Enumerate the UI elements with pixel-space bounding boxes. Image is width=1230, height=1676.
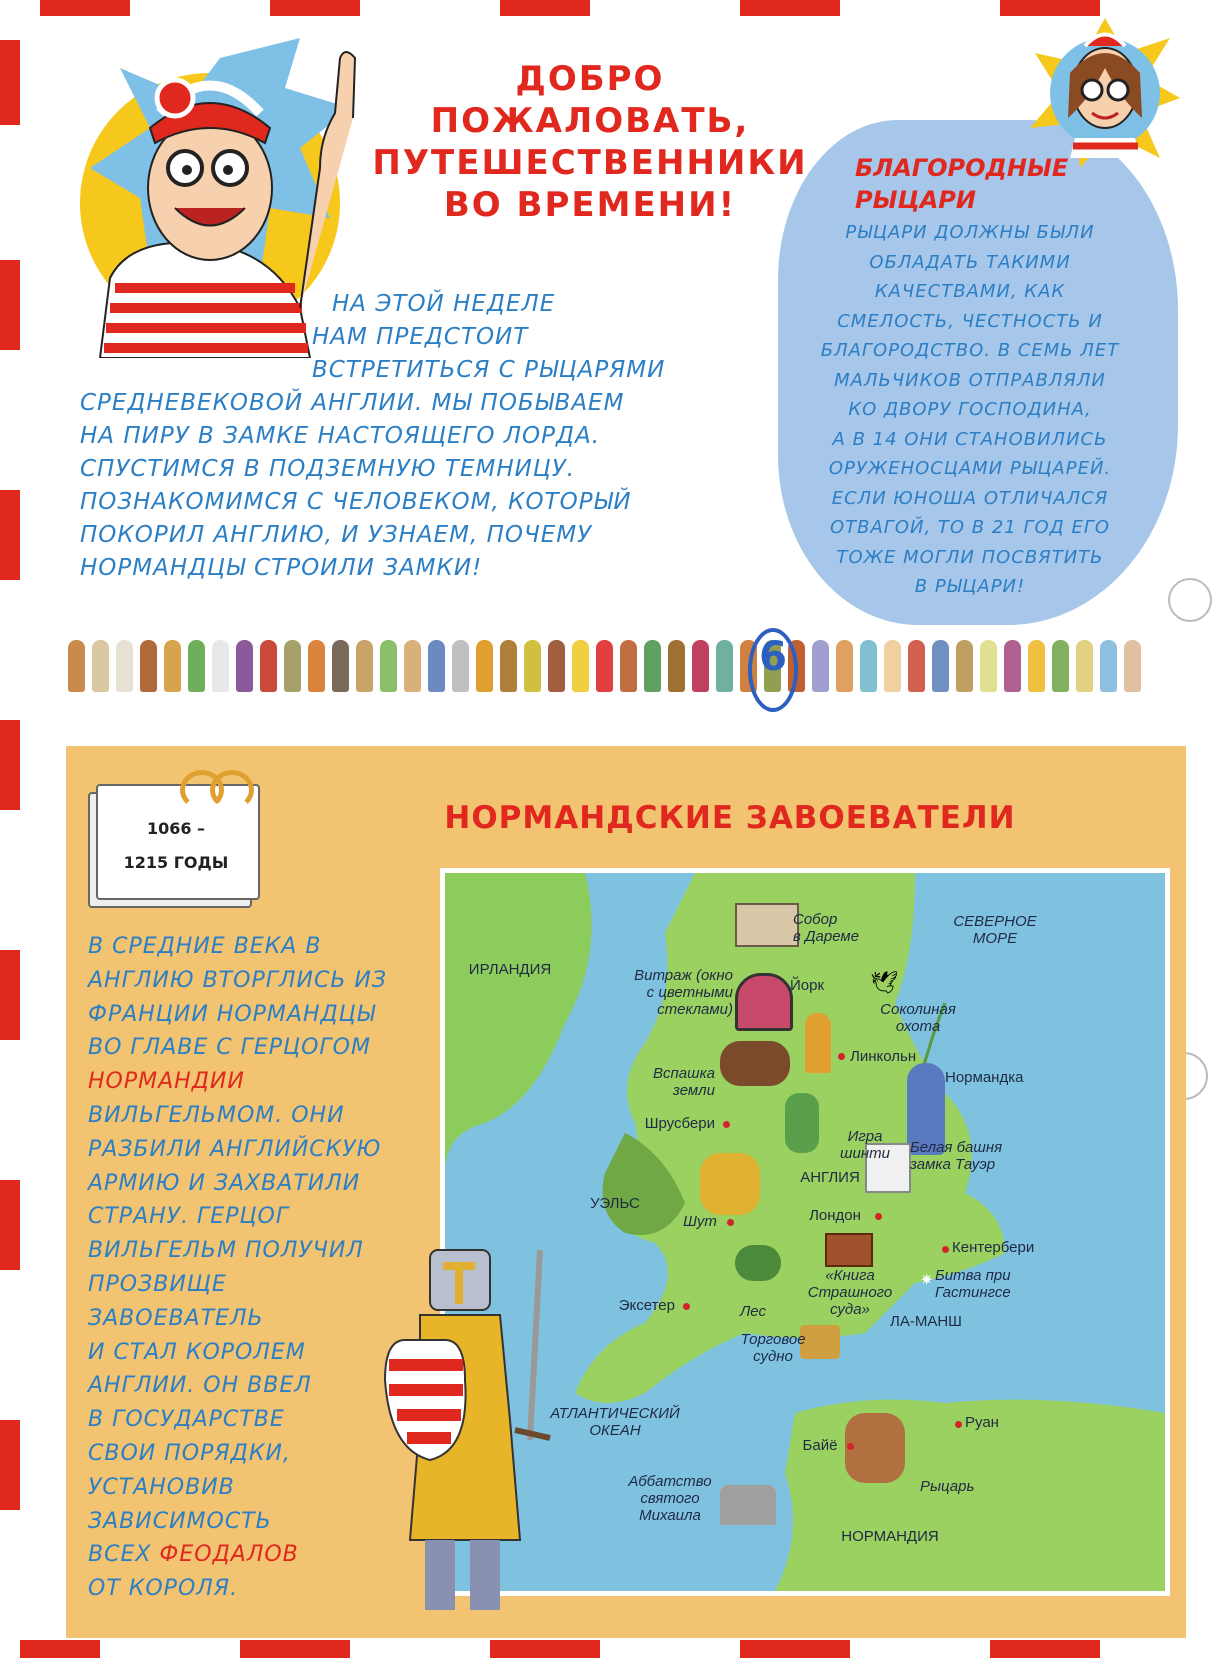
knights-title: [855, 152, 1115, 216]
calendar-dates: [96, 812, 256, 880]
label-normandy: НОРМАНДИЯ: [841, 1528, 939, 1545]
dot-london: [875, 1213, 882, 1220]
label-atlantic: АТЛАНТИЧЕСКИЙ ОКЕАН: [550, 1405, 680, 1439]
intro-line: ВСТРЕТИТЬСЯ С РЫЦАРЯМИ: [312, 357, 666, 383]
dot-rouen: [955, 1421, 962, 1428]
label-durham: Собор в Дареме: [793, 911, 860, 945]
label-knight: Рыцарь: [920, 1478, 975, 1495]
label-ireland: ИРЛАНДИЯ: [468, 961, 552, 978]
durham-cathedral-icon: [735, 903, 799, 947]
label-mont-st-michel: Аббатство святого Михаила: [628, 1473, 712, 1524]
norman-line: СВОИ ПОРЯДКИ,: [88, 1440, 291, 1466]
norman-line: ВИЛЬГЕЛЬМ ПОЛУЧИЛ: [88, 1238, 364, 1264]
label-white-tower: Белая башня замка Тауэр: [910, 1139, 1003, 1173]
timeline-marker-number: 6: [759, 634, 787, 680]
intro-line: СРЕДНЕВЕКОВОЙ АНГЛИИ. МЫ ПОБЫВАЕМ: [80, 390, 625, 416]
knights-line: В РЫЦАРИ!: [914, 576, 1026, 597]
label-jester: Шут: [683, 1213, 717, 1230]
label-ploughing: Вспашка земли: [653, 1065, 715, 1099]
label-york: Йорк: [790, 977, 825, 994]
label-channel: ЛА-МАНШ: [890, 1313, 962, 1330]
knights-line: ОБЛАДАТЬ ТАКИМИ: [869, 251, 1071, 273]
welcome-title-line: ПУТЕШЕСТВЕННИКИ: [372, 143, 808, 183]
label-england: АНГЛИЯ: [800, 1169, 860, 1186]
wenda-portrait: [1030, 18, 1180, 168]
dot-shrewsbury: [723, 1121, 730, 1128]
intro-line: НАМ ПРЕДСТОИТ: [312, 324, 529, 350]
binder-hole: [1168, 578, 1212, 622]
knights-line: БЛАГОРОДСТВО. В СЕМЬ ЛЕТ: [820, 340, 1120, 361]
intro-line: НОРМАНДЦЫ СТРОИЛИ ЗАМКИ!: [80, 555, 483, 581]
label-ship: Торговое судно: [740, 1331, 806, 1365]
timeline-figures: [68, 640, 1218, 710]
welcome-title-line: ПОЖАЛОВАТЬ,: [430, 101, 750, 141]
norman-line: И СТАЛ КОРОЛЕМ: [88, 1339, 306, 1365]
knights-line: РЫЦАРИ ДОЛЖНЫ БЫЛИ: [845, 222, 1095, 243]
knights-line: МАЛЬЧИКОВ ОТПРАВЛЯЛИ: [834, 369, 1106, 391]
knights-line: ОРУЖЕНОСЦАМИ РЫЦАРЕЙ.: [828, 458, 1112, 479]
knights-line: ЕСЛИ ЮНОША ОТЛИЧАЛСЯ: [831, 487, 1109, 509]
knights-line: СМЕЛОСТЬ, ЧЕСТНОСТЬ И: [837, 310, 1103, 332]
dot-exeter: [683, 1303, 690, 1310]
label-normanka: Нормандка: [945, 1069, 1024, 1086]
intro-line: ПОКОРИЛ АНГЛИЮ, И УЗНАЕМ, ПОЧЕМУ: [80, 522, 593, 548]
norman-line: ФРАНЦИИ НОРМАНДЦЫ: [88, 1001, 376, 1027]
label-london: Лондон: [809, 1207, 861, 1224]
label-stained-glass: Витраж (окно с цветными стеклами): [634, 967, 733, 1018]
norman-line-highlight: ФЕОДАЛОВ: [159, 1542, 299, 1568]
knights-text: [780, 218, 1160, 602]
label-bayeux: Байё: [802, 1437, 838, 1454]
norman-line: ПРОЗВИЩЕ: [88, 1271, 227, 1297]
dot-bayeux: [847, 1443, 854, 1450]
label-exeter: Эксетер: [618, 1297, 675, 1314]
label-north-sea: СЕВЕРНОЕ МОРЕ: [953, 913, 1037, 947]
welcome-title-line: ВО ВРЕМЕНИ!: [443, 185, 737, 225]
label-canterbury: Кентербери: [952, 1239, 1035, 1256]
norman-line: ВО ГЛАВЕ С ГЕРЦОГОМ: [88, 1035, 371, 1061]
intro-line: НА ЭТОЙ НЕДЕЛЕ: [332, 291, 556, 317]
knights-line: ТОЖЕ МОГЛИ ПОСВЯТИТЬ: [836, 546, 1104, 568]
knight-on-horse-icon: [845, 1413, 905, 1483]
falcon-icon: 🕊: [870, 971, 898, 996]
norman-line: АНГЛИИ. ОН ВВЕЛ: [88, 1373, 312, 1399]
norman-line-start: ВСЕХ: [88, 1542, 160, 1568]
knights-title-line: БЛАГОРОДНЫЕ: [855, 154, 1069, 182]
welcome-title: [355, 58, 825, 226]
norman-line: УСТАНОВИВ: [88, 1474, 235, 1500]
label-shrewsbury: Шрусбери: [644, 1115, 715, 1132]
intro-line: ПОЗНАКОМИМСЯ С ЧЕЛОВЕКОМ, КОТОРЫЙ: [80, 489, 632, 515]
dot-jester: [727, 1219, 734, 1226]
norman-line: ЗАВОЕВАТЕЛЬ: [88, 1305, 264, 1331]
label-falconry: Соколиная охота: [880, 1001, 956, 1035]
calendar-line: 1215 ГОДЫ: [123, 853, 229, 872]
intro-line: НА ПИРУ В ЗАМКЕ НАСТОЯЩЕГО ЛОРДА.: [80, 423, 601, 449]
norman-title: НОРМАНДСКИЕ ЗАВОЕВАТЕЛИ: [444, 800, 1016, 836]
forest-icon: [735, 1245, 781, 1281]
knights-line: КО ДВОРУ ГОСПОДИНА,: [848, 399, 1092, 420]
norman-line: В ГОСУДАРСТВЕ: [88, 1407, 285, 1433]
norman-line: ОТ КОРОЛЯ.: [88, 1576, 239, 1602]
label-forest: Лес: [740, 1303, 766, 1320]
label-rouen: Руан: [965, 1414, 999, 1431]
norman-line: ВИЛЬГЕЛЬМОМ. ОНИ: [88, 1102, 345, 1128]
plough-horse-icon: [720, 1041, 790, 1086]
norman-line: АНГЛИЮ ВТОРГЛИСЬ ИЗ: [88, 967, 387, 993]
knights-title-line: РЫЦАРИ: [855, 186, 976, 214]
abbey-icon: [720, 1485, 776, 1525]
knights-line: А В 14 ОНИ СТАНОВИЛИСЬ: [832, 428, 1108, 450]
stained-glass-icon: [735, 973, 793, 1031]
norman-line: АРМИЮ И ЗАХВАТИЛИ: [88, 1170, 361, 1196]
calendar: [80, 770, 255, 910]
welcome-title-line: ДОБРО: [515, 59, 665, 99]
norman-line: ЗАВИСИМОСТЬ: [88, 1508, 272, 1534]
shinty-player-icon: [785, 1093, 819, 1153]
label-shinty: Игра шинти: [840, 1128, 890, 1162]
label-wales: УЭЛЬС: [590, 1195, 640, 1212]
norman-line-highlight: НОРМАНДИИ: [88, 1069, 245, 1095]
norman-line: В СРЕДНИЕ ВЕКА В: [88, 934, 322, 959]
knights-line: ОТВАГОЙ, ТО В 21 ГОД ЕГО: [829, 517, 1111, 538]
battle-star-icon: ✷: [920, 1270, 934, 1289]
label-domesday: «Книга Страшного суда»: [807, 1267, 893, 1318]
timeline-marker: [748, 628, 798, 712]
norman-line: СТРАНУ. ГЕРЦОГ: [88, 1204, 290, 1230]
calendar-line: 1066 –: [146, 819, 206, 838]
welcome-intro: [70, 288, 770, 585]
falconer-icon: [805, 1013, 831, 1073]
knight-illustration: [375, 1240, 565, 1620]
label-hastings: Битва при Гастингсе: [935, 1267, 1011, 1301]
label-lincoln: Линкольн: [850, 1048, 917, 1065]
knights-line: КАЧЕСТВАМИ, КАК: [874, 281, 1066, 302]
dot-canterbury: [942, 1246, 949, 1253]
intro-line: СПУСТИМСЯ В ПОДЗЕМНУЮ ТЕМНИЦУ.: [80, 456, 576, 482]
norman-line: РАЗБИЛИ АНГЛИЙСКУЮ: [88, 1136, 382, 1162]
jester-icon: [700, 1153, 760, 1215]
domesday-book-icon: [825, 1233, 873, 1267]
dot-lincoln: [838, 1053, 845, 1060]
